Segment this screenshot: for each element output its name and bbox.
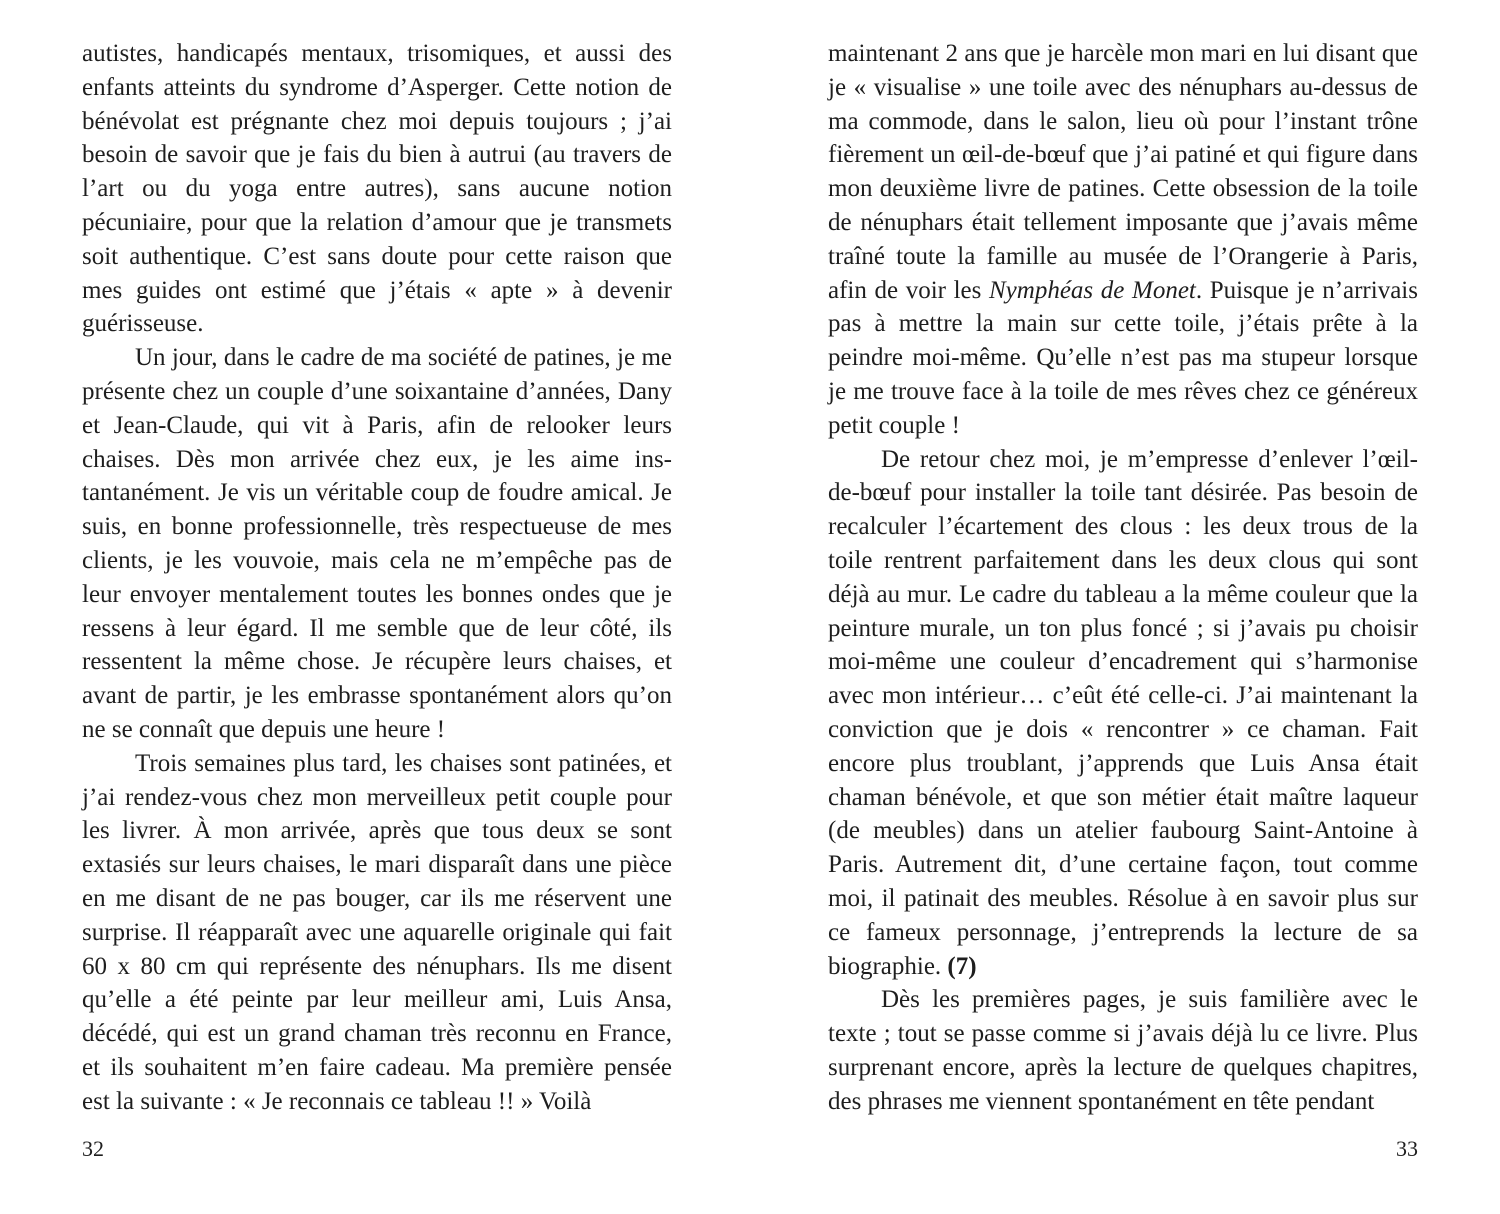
- artwork-title: Nymphéas de Monet: [989, 276, 1196, 304]
- left-paragraph-1: autistes, handicapés mentaux, trisomiques, et aussi des enfants atteints du syndrome d’Asperger. Cette notion de bénévolat est prégnante chez moi depuis toujours ; j’ai besoin de savoir que je fais du bien à autrui (au travers de l’art ou du yoga entre autres), sans aucune notion pécuniaire, pour que la relation d’amour que je transmets soit authentique. C’est sans doute pour cette raison que mes guides ont estimé que j’étais « apte » à devenir guérisseuse.: [82, 40, 672, 338]
- right-paragraph-1: [828, 37, 1418, 443]
- right-paragraph-3: Dès les premières pages, je suis familière avec le texte ; tout se passe comme si j’avais déjà lu ce livre. Plus surprenant encore, après la lecture de quelques chapitres, des phrases me viennent spontanément en tête pendant: [828, 986, 1418, 1115]
- left-paragraph-2: Un jour, dans le cadre de ma société de patines, je me présente chez un couple d’une soixantaine d’années, Dany et Jean-Claude, qui vit à Paris, afin de relooker leurs chaises. Dès mon arrivée chez eux, je les aime instantanément. Je vis un véritable coup de foudre amical. Je suis, en bonne professionnelle, très respectueuse de mes clients, je les vouvoie, mais cela ne m’empêche pas de leur envoyer mentalement toutes les bonnes ondes que je ressens à leur égard. Il me semble que de leur côté, ils ressentent la même chose. Je récupère leurs chaises, et avant de partir, je les embrasse spontanément alors qu’on ne se connaît que depuis une heure !: [82, 344, 672, 743]
- left-page: [82, 37, 672, 1119]
- right-paragraph-1-text-a: maintenant 2 ans que je harcèle mon mari en lui disant que je « visualise » une toile avec des nénuphars au-dessus de ma commode, dans le salon, lieu où pour l’instant trône fièrement un œil-de-bœuf que j’ai patiné et qui figure dans mon deuxième livre de patines. Cette obsession de la toile de nénuphars était tellement imposante que j’avais même traîné toute la famille au musée de l’Orangerie à Paris, afin de voir les: [828, 40, 1418, 304]
- footnote-reference: (7): [947, 952, 977, 980]
- page-number-left: 32: [82, 1136, 104, 1161]
- right-paragraph-2-text: De retour chez moi, je m’empresse d’enlever l’œil-de-bœuf pour installer la toile tant désirée. Pas besoin de recalculer l’écartement des clous : les deux trous de la toile rentrent parfaitement dans les deux clous qui sont déjà au mur. Le cadre du tableau a la même couleur que la peinture murale, un ton plus foncé ; si j’avais pu choisir moi-même une couleur d’encadrement qui s’harmonise avec mon intérieur… c’eût été celle-ci. J’ai maintenant la conviction que je dois « rencontrer » ce chaman. Fait encore plus troublant, j’apprends que Luis Ansa était chaman bénévole, et que son métier était maître laqueur (de meubles) dans un atelier faubourg Saint-Antoine à Paris. Autrement dit, d’une certaine façon, tout comme moi, il patinait des meubles. Résolue à en savoir plus sur ce fameux personnage, j’entreprends la lecture de sa biographie.: [828, 445, 1418, 980]
- left-paragraph-3: Trois semaines plus tard, les chaises sont patinées, et j’ai rendez-vous chez mon merveilleux petit couple pour les livrer. À mon arrivée, après que tous deux se sont extasiés sur leurs chaises, le mari disparaît dans une pièce en me disant de ne pas bouger, car ils me réservent une surprise. Il réapparaît avec une aquarelle originale qui fait 60 x 80 cm qui représente des nénuphars. Ils me disent qu’elle a été peinte par leur meilleur ami, Luis Ansa, décédé, qui est un grand chaman très reconnu en France, et ils souhaitent m’en faire cadeau. Ma première pensée est la suivante : « Je reconnais ce tableau !! » Voilà: [82, 749, 672, 1115]
- page-number-right: 33: [1396, 1136, 1418, 1161]
- right-paragraph-2: [828, 443, 1418, 984]
- right-paragraph-1-text-b: . Puisque je n’arrivais pas à mettre la main sur cette toile, j’étais prête à la peindre moi-même. Qu’elle n’est pas ma stupeur lorsque je me trouve face à la toile de mes rêves chez ce généreux petit couple !: [828, 276, 1418, 439]
- right-page: [828, 37, 1418, 1119]
